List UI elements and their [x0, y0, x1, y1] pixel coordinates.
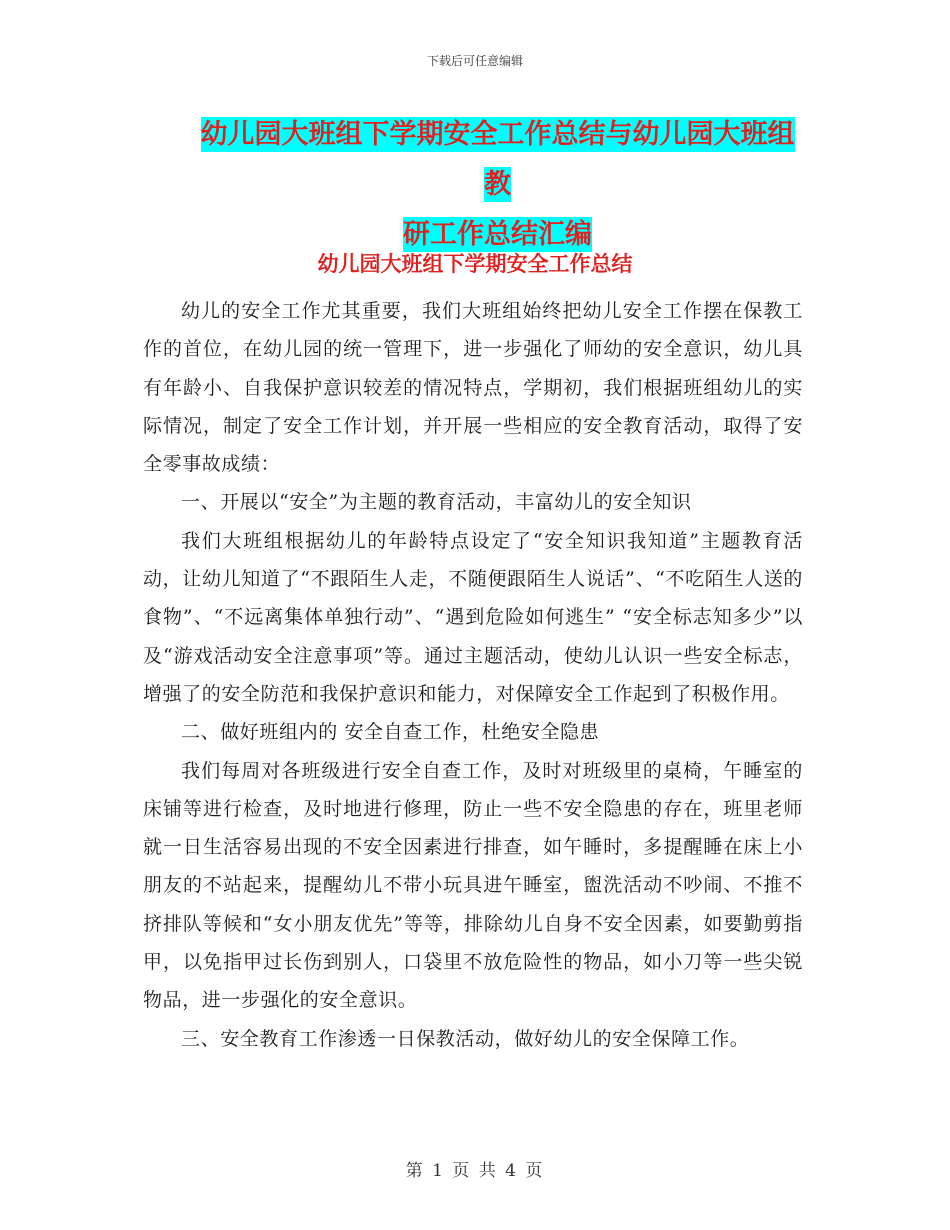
header-note: 下载后可任意编辑	[426, 54, 523, 68]
page-footer: 第 1 页 共 4 页	[405, 1161, 545, 1181]
paragraph-intro: 幼儿的安全工作尤其重要，我们大班组始终把幼儿安全工作摆在保教工作的首位，在幼儿园的统一管理下，进一步强化了师幼的安全意识，幼儿具有年龄小、自我保护意识较差的情况特点，学期初，我们根据班组幼儿的实际情况，制定了安全工作计划，并开展一些相应的安全教育活动，取得了安全零事故成绩：	[143, 300, 803, 476]
paragraph-two: 我们每周对各班级进行安全自查工作，及时对班级里的桌椅，午睡室的床铺等进行检查，及时地进行修理，防止一些不安全隐患的存在，班里老师就一日生活容易出现的不安全因素进行排查，如午睡时，多提醒睡在床上小朋友的不站起来，提醒幼儿不带小玩具进午睡室，盥洗活动不吵闹、不推不挤排队等候和“女小朋友优先”等等，排除幼儿自身不安全因素，如要勤剪指甲，以免指甲过长伤到别人，口袋里不放危险性的物品，如小刀等一些尖锐物品，进一步强化的安全意识。	[143, 759, 803, 1012]
body-text	[143, 292, 803, 1058]
heading-three: 三、安全教育工作渗透一日保教活动，做好幼儿的安全保障工作。	[181, 1027, 750, 1050]
heading-one: 一、开展以“安全”为主题的教育活动，丰富幼儿的安全知识	[181, 491, 692, 514]
paragraph-one: 我们大班组根据幼儿的年龄特点设定了“安全知识我知道”主题教育活动，让幼儿知道了“不跟陌生人走，不随便跟陌生人说话”、“不吃陌生人送的食物”、“不远离集体单独行动”、“遇到危险如何逃生” “安全标志知多少”以及“游戏活动安全注意事项”等。通过主题活动，使幼儿认识一些安全标志，增强了的安全防范和我保护意识和能力，对保障安全工作起到了积极作用。	[143, 529, 803, 705]
main-title-line-1: 幼儿园大班组下学期安全工作总结与幼儿园大班组教	[200, 119, 795, 200]
section-title: 幼儿园大班组下学期安全工作总结	[317, 252, 633, 276]
main-title-line-2: 研工作总结汇编	[403, 219, 592, 250]
main-title	[190, 110, 805, 260]
heading-two: 二、做好班组内的 安全自查工作，杜绝安全隐患	[181, 721, 600, 744]
